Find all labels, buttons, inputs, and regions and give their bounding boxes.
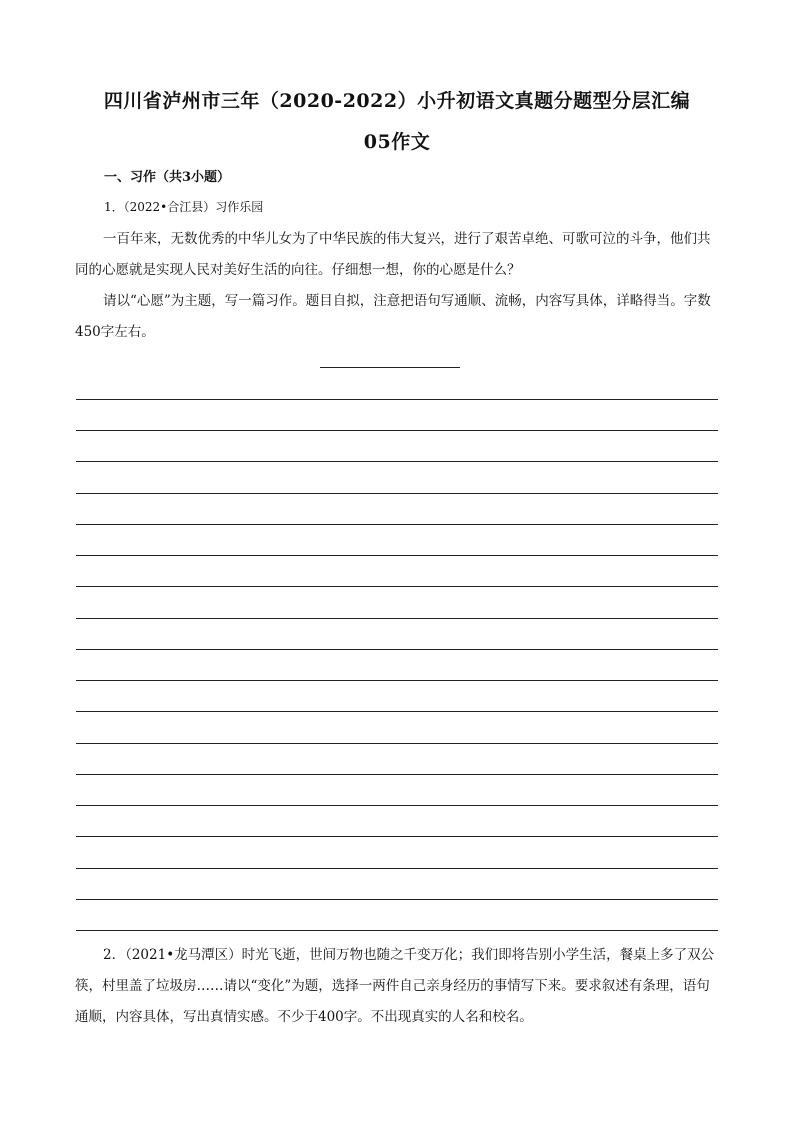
writing-line [76,555,718,556]
question-1-paragraph-1: 一百年来，无数优秀的中华儿女为了中华民族的伟大复兴，进行了艰苦卓绝、可歌可泣的斗争，他们共同的心愿就是实现人民对美好生活的向往。仔细想一想，你的心愿是什么？ [75,231,711,278]
writing-line [76,524,718,525]
document-title: 四川省泸州市三年（2020-2022）小升初语文真题分题型分层汇编 [103,90,691,112]
writing-line [76,618,718,619]
writing-line [76,586,718,587]
writing-line [76,399,718,400]
writing-line [76,680,718,681]
writing-line [76,493,718,494]
question-1-paragraph-2: 请以“心愿”为主题，写一篇习作。题目自拟，注意把语句写通顺、流畅，内容写具体，详略得当。字数450字左右。 [75,293,711,340]
writing-line [76,430,718,431]
writing-line [76,743,718,744]
writing-line [76,836,718,837]
writing-line [76,930,718,931]
writing-line [76,868,718,869]
writing-line [76,461,718,462]
question-1-label: 1．（2022•合江县）习作乐园 [104,200,264,214]
section-heading: 一、习作（共3小题） [104,170,231,185]
question-2 [75,940,720,1033]
writing-line [76,805,718,806]
writing-line [76,774,718,775]
document-subtitle: 05作文 [363,131,431,153]
writing-line [76,649,718,650]
question-2-text: 2．（2021•龙马潭区）时光飞逝，世间万物也随之千变万化；我们即将告别小学生活，餐桌上多了双公筷，村里盖了垃圾房……请以“变化”为题，选择一两件自己亲身经历的事情写下来。要求叙述有条理，语句通顺，内容具体，写出真情实感。不少于400字。不出现真实的人名和校名。 [75,947,715,1025]
writing-line [76,899,718,900]
writing-line [76,711,718,712]
essay-title-blank [320,367,460,368]
